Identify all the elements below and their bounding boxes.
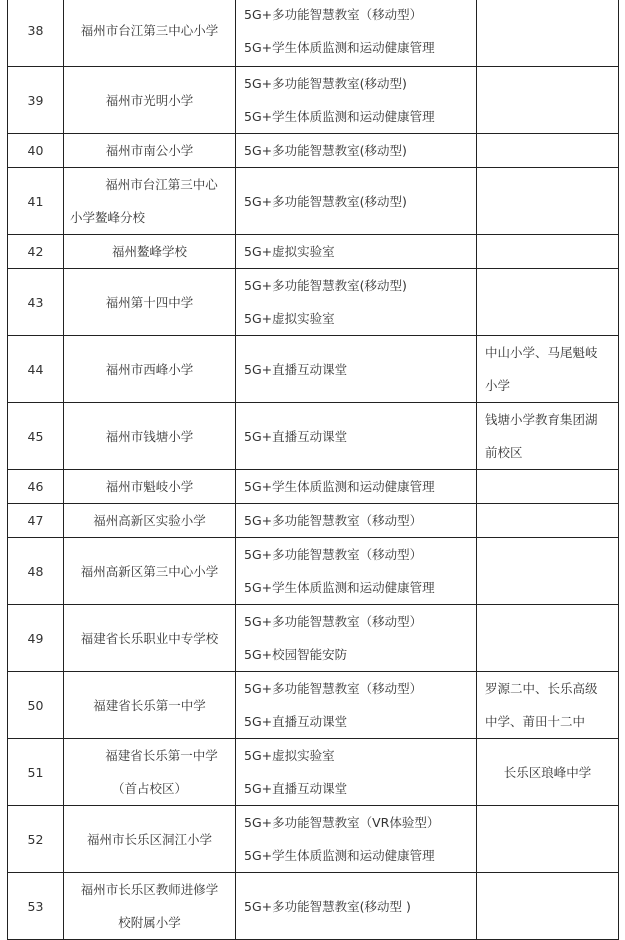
- note-cell: [477, 538, 619, 605]
- table-row: [8, 134, 619, 168]
- project-cell: [236, 873, 477, 940]
- table-row: [8, 504, 619, 538]
- project-cell: [236, 504, 477, 538]
- school-name-line: 福建省长乐第一中学: [105, 748, 218, 763]
- row-number: 51: [8, 739, 64, 806]
- project-cell: [236, 269, 477, 336]
- project-cell: [236, 672, 477, 739]
- school-name: [64, 168, 236, 235]
- school-name: 福州市钱塘小学: [64, 403, 236, 470]
- row-number: 47: [8, 504, 64, 538]
- project-cell: [236, 739, 477, 806]
- note-line: 长乐区琅峰中学: [503, 764, 592, 780]
- project-item: 5G+多功能智慧教室(移动型 ): [244, 898, 411, 914]
- school-name-line: 福州市长乐区教师进修学: [80, 882, 219, 897]
- project-cell: [236, 168, 477, 235]
- school-name: 福州市台江第三中心小学: [64, 0, 236, 67]
- row-number: 53: [8, 873, 64, 940]
- note-cell: [477, 403, 619, 470]
- project-item: 5G+虚拟实验室: [244, 748, 335, 763]
- school-name-line: 福州市台江第三中心: [105, 177, 218, 192]
- project-item: 5G+直播互动课堂: [244, 781, 348, 796]
- note-cell: [477, 470, 619, 504]
- project-item: 5G+多功能智慧教室(移动型): [244, 193, 407, 209]
- project-item: 5G+多功能智慧教室(移动型): [244, 76, 407, 91]
- project-item: 5G+多功能智慧教室（移动型）: [244, 614, 423, 629]
- project-cell: [236, 235, 477, 269]
- note-cell: [477, 235, 619, 269]
- note-cell: [477, 67, 619, 134]
- note-cell: [477, 873, 619, 940]
- note-line: 钱塘小学教育集团湖: [485, 412, 598, 427]
- project-item: 5G+学生体质监测和运动健康管理: [244, 580, 435, 595]
- row-number: 39: [8, 67, 64, 134]
- table-row: [8, 672, 619, 739]
- school-name: 福州市光明小学: [64, 67, 236, 134]
- project-item: 5G+多功能智慧教室（移动型）: [244, 681, 423, 696]
- project-item: 5G+多功能智慧教室(移动型): [244, 278, 407, 293]
- row-number: 45: [8, 403, 64, 470]
- table-row: [8, 336, 619, 403]
- school-name: 福州市西峰小学: [64, 336, 236, 403]
- row-number: 48: [8, 538, 64, 605]
- table-row: [8, 806, 619, 873]
- school-name: 福州市南公小学: [64, 134, 236, 168]
- row-number: 50: [8, 672, 64, 739]
- table-row: [8, 538, 619, 605]
- project-item: 5G+多功能智慧教室（移动型）: [244, 547, 423, 562]
- table-row: [8, 873, 619, 940]
- project-cell: [236, 403, 477, 470]
- project-item: 5G+学生体质监测和运动健康管理: [244, 479, 435, 494]
- project-item: 5G+直播互动课堂: [244, 714, 348, 729]
- note-cell: [477, 806, 619, 873]
- school-name-line: （首占校区）: [111, 781, 187, 796]
- school-name: [64, 873, 236, 940]
- school-name: 福州鳌峰学校: [64, 235, 236, 269]
- project-item: 5G+多功能智慧教室（移动型）: [244, 6, 423, 22]
- table-row: [8, 403, 619, 470]
- table-row: [8, 168, 619, 235]
- table-row: [8, 235, 619, 269]
- project-item: 5G+多功能智慧教室（移动型）: [244, 513, 423, 528]
- note-cell: [477, 504, 619, 538]
- school-project-table: [7, 0, 619, 940]
- row-number: 38: [8, 0, 64, 67]
- row-number: 52: [8, 806, 64, 873]
- project-item: 5G+虚拟实验室: [244, 311, 335, 326]
- project-item: 5G+校园智能安防: [244, 647, 348, 662]
- note-cell: [477, 605, 619, 672]
- note-cell: [477, 269, 619, 336]
- project-item: 5G+多功能智慧教室(移动型): [244, 143, 407, 158]
- project-cell: [236, 806, 477, 873]
- project-cell: [236, 0, 477, 67]
- row-number: 44: [8, 336, 64, 403]
- table-row: [8, 739, 619, 806]
- table-row: [8, 0, 619, 67]
- row-number: 49: [8, 605, 64, 672]
- school-name: 福州市长乐区洞江小学: [64, 806, 236, 873]
- table-row: [8, 605, 619, 672]
- project-item: 5G+学生体质监测和运动健康管理: [244, 39, 435, 55]
- project-item: 5G+直播互动课堂: [244, 428, 348, 444]
- project-cell: [236, 134, 477, 168]
- project-item: 5G+多功能智慧教室（VR体验型）: [244, 815, 440, 830]
- note-cell: [477, 739, 619, 806]
- row-number: 46: [8, 470, 64, 504]
- note-line: 罗源二中、长乐高级: [485, 681, 598, 696]
- project-item: 5G+直播互动课堂: [244, 361, 348, 377]
- project-cell: [236, 336, 477, 403]
- row-number: 42: [8, 235, 64, 269]
- note-line: 中学、莆田十二中: [485, 714, 586, 729]
- note-cell: [477, 134, 619, 168]
- project-cell: [236, 605, 477, 672]
- school-name: 福州高新区实验小学: [64, 504, 236, 538]
- project-cell: [236, 470, 477, 504]
- note-line: 小学: [485, 378, 511, 393]
- table-row: [8, 470, 619, 504]
- project-item: 5G+学生体质监测和运动健康管理: [244, 109, 435, 124]
- school-name: 福建省长乐职业中专学校: [64, 605, 236, 672]
- school-name: [64, 739, 236, 806]
- school-name: 福建省长乐第一中学: [64, 672, 236, 739]
- school-name: 福州第十四中学: [64, 269, 236, 336]
- note-cell: [477, 0, 619, 67]
- school-table-container: [7, 0, 619, 940]
- project-item: 5G+学生体质监测和运动健康管理: [244, 848, 435, 863]
- row-number: 41: [8, 168, 64, 235]
- note-line: 前校区: [485, 445, 523, 460]
- table-row: [8, 67, 619, 134]
- row-number: 43: [8, 269, 64, 336]
- project-cell: [236, 67, 477, 134]
- school-name-line: 校附属小学: [118, 915, 181, 930]
- note-cell: [477, 672, 619, 739]
- note-cell: [477, 336, 619, 403]
- school-name: 福州高新区第三中心小学: [64, 538, 236, 605]
- row-number: 40: [8, 134, 64, 168]
- school-name-line: 小学鳌峰分校: [70, 210, 146, 225]
- project-item: 5G+虚拟实验室: [244, 244, 335, 259]
- table-row: [8, 269, 619, 336]
- project-cell: [236, 538, 477, 605]
- note-cell: [477, 168, 619, 235]
- school-name: 福州市魁岐小学: [64, 470, 236, 504]
- note-line: 中山小学、马尾魁岐: [485, 345, 598, 360]
